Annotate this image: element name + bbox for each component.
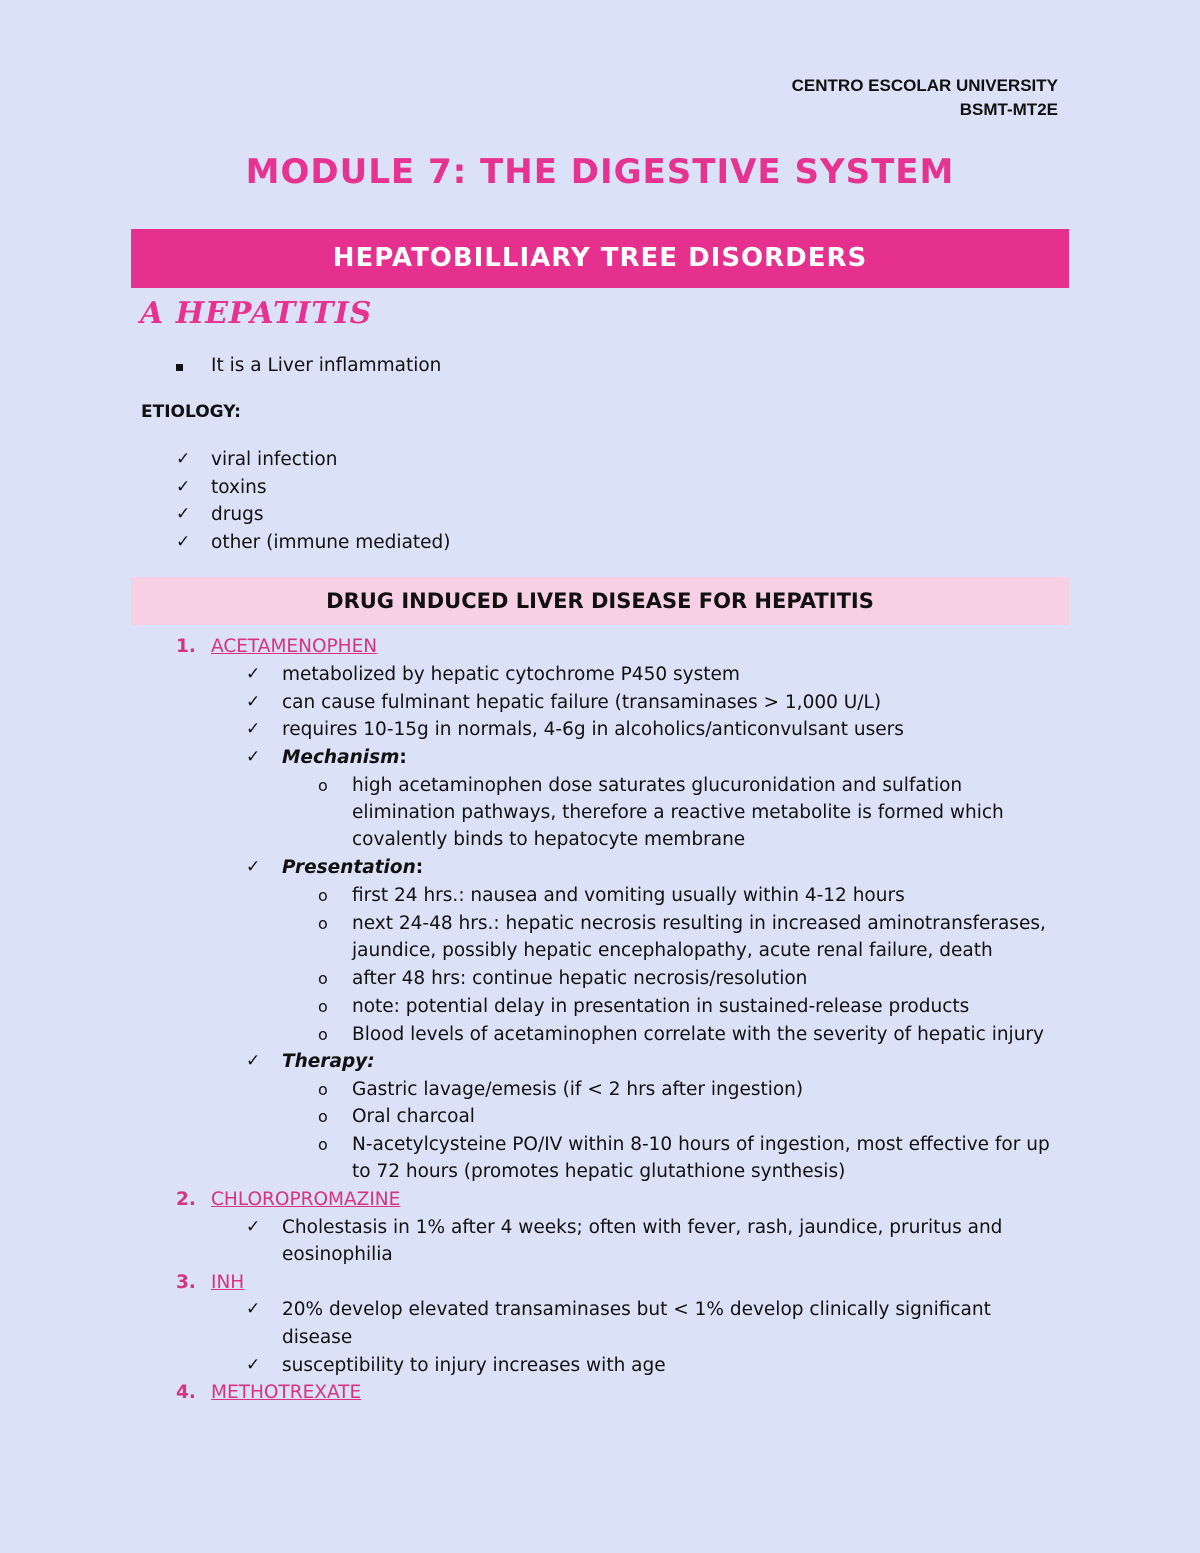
presentation-item: first 24 hrs.: nausea and vomiting usually within 4-12 hours xyxy=(352,885,905,906)
circle-bullet-icon: o xyxy=(318,1025,328,1044)
list-item: drugs xyxy=(211,504,264,525)
list-item: toxins xyxy=(211,477,267,498)
document-header xyxy=(792,74,1058,122)
circle-bullet-icon: o xyxy=(318,997,328,1016)
drug-heading-acetaminophen: ACETAMENOPHEN xyxy=(211,636,378,657)
circle-bullet-icon: o xyxy=(318,1107,328,1126)
list-item: viral infection xyxy=(211,449,338,470)
mechanism-text: elimination pathways, therefore a reactive metabolite is formed which xyxy=(352,802,1004,823)
check-icon: ✓ xyxy=(246,1051,261,1071)
drug-heading-chloropromazine: CHLOROPROMAZINE xyxy=(211,1189,401,1210)
therapy-label: Therapy: xyxy=(282,1051,375,1072)
hepatitis-definition: It is a Liver inflammation xyxy=(211,355,442,376)
mechanism-text: high acetaminophen dose saturates glucuronidation and sulfation xyxy=(352,775,963,796)
list-item-cont: disease xyxy=(282,1327,353,1348)
check-icon: ✓ xyxy=(246,1299,261,1319)
presentation-item: Blood levels of acetaminophen correlate with the severity of hepatic injury xyxy=(352,1024,1044,1045)
presentation-item: next 24-48 hrs.: hepatic necrosis resulting in increased aminotransferases, xyxy=(352,913,1046,934)
presentation-item-cont: jaundice, possibly hepatic encephalopathy, acute renal failure, death xyxy=(352,940,993,961)
class-section: BSMT-MT2E xyxy=(959,100,1058,119)
check-icon: ✓ xyxy=(246,1217,261,1237)
circle-bullet-icon: o xyxy=(318,914,328,933)
presentation-label: Presentation: xyxy=(282,857,424,878)
list-number: 1. xyxy=(176,636,196,657)
list-item: metabolized by hepatic cytochrome P450 system xyxy=(282,664,740,685)
list-number: 2. xyxy=(176,1189,196,1210)
list-item: 20% develop elevated transaminases but < 1% develop clinically significant xyxy=(282,1299,991,1320)
check-icon: ✓ xyxy=(246,692,261,712)
mechanism-text: covalently binds to hepatocyte membrane xyxy=(352,829,746,850)
list-number: 3. xyxy=(176,1272,196,1293)
circle-bullet-icon: o xyxy=(318,886,328,905)
module-title: MODULE 7: THE DIGESTIVE SYSTEM xyxy=(245,152,955,192)
check-icon: ✓ xyxy=(246,664,261,684)
etiology-label: ETIOLOGY: xyxy=(141,402,241,422)
list-number: 4. xyxy=(176,1382,196,1403)
circle-bullet-icon: o xyxy=(318,776,328,795)
check-icon: ✓ xyxy=(246,1355,261,1375)
mechanism-label: Mechanism: xyxy=(282,747,407,768)
check-icon: ✓ xyxy=(176,449,191,469)
drug-heading-inh: INH xyxy=(211,1272,245,1293)
university-name: CENTRO ESCOLAR UNIVERSITY xyxy=(791,76,1058,95)
therapy-item: Oral charcoal xyxy=(352,1106,475,1127)
therapy-item: N-acetylcysteine PO/IV within 8-10 hours of ingestion, most effective for up xyxy=(352,1134,1050,1155)
check-icon: ✓ xyxy=(246,719,261,739)
presentation-item: after 48 hrs: continue hepatic necrosis/resolution xyxy=(352,968,808,989)
list-item: requires 10-15g in normals, 4-6g in alcoholics/anticonvulsant users xyxy=(282,719,904,740)
square-bullet-icon xyxy=(176,364,183,371)
list-item: susceptibility to injury increases with age xyxy=(282,1355,666,1376)
check-icon: ✓ xyxy=(246,857,261,877)
check-icon: ✓ xyxy=(176,532,191,552)
presentation-item: note: potential delay in presentation in sustained-release products xyxy=(352,996,970,1017)
topic-banner: HEPATOBILLIARY TREE DISORDERS xyxy=(131,229,1069,288)
check-icon: ✓ xyxy=(176,477,191,497)
therapy-item: Gastric lavage/emesis (if < 2 hrs after ingestion) xyxy=(352,1079,804,1100)
therapy-item-cont: to 72 hours (promotes hepatic glutathione synthesis) xyxy=(352,1161,846,1182)
circle-bullet-icon: o xyxy=(318,1135,328,1154)
list-item: can cause fulminant hepatic failure (transaminases > 1,000 U/L) xyxy=(282,692,882,713)
drug-heading-methotrexate: METHOTREXATE xyxy=(211,1382,362,1403)
check-icon: ✓ xyxy=(246,747,261,767)
check-icon: ✓ xyxy=(176,504,191,524)
list-item: Cholestasis in 1% after 4 weeks; often with fever, rash, jaundice, pruritus and xyxy=(282,1217,1003,1238)
drug-induced-banner: DRUG INDUCED LIVER DISEASE FOR HEPATITIS xyxy=(131,577,1069,625)
circle-bullet-icon: o xyxy=(318,969,328,988)
circle-bullet-icon: o xyxy=(318,1080,328,1099)
section-heading-hepatitis: A HEPATITIS xyxy=(140,296,373,331)
list-item-cont: eosinophilia xyxy=(282,1244,393,1265)
list-item: other (immune mediated) xyxy=(211,532,451,553)
